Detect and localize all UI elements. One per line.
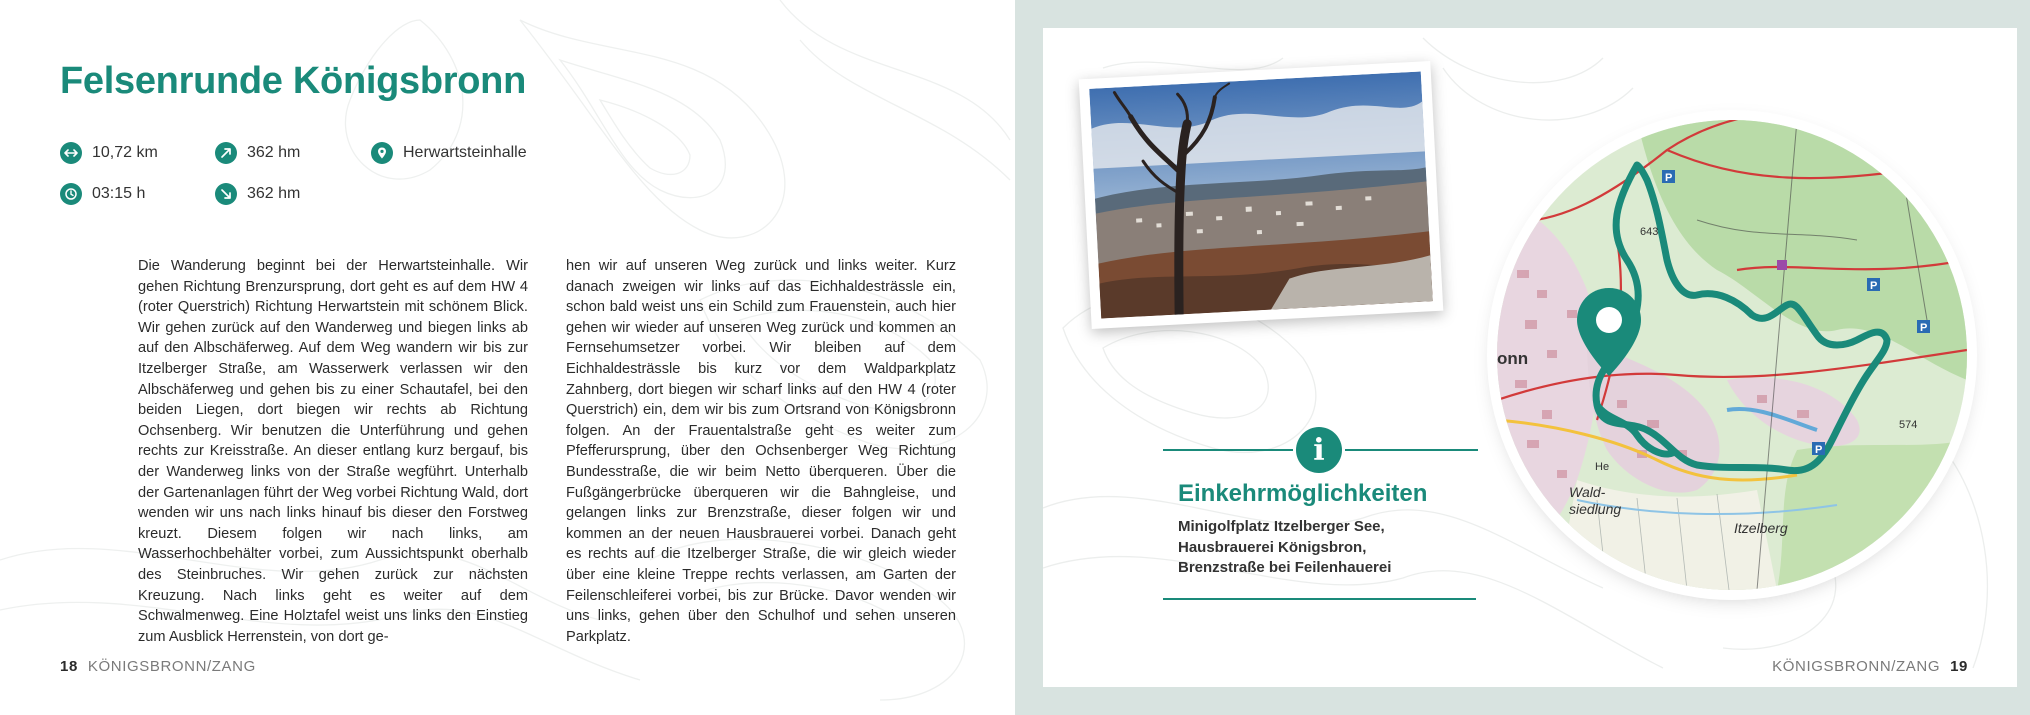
stat-duration-value: 03:15 h [92,185,146,202]
landscape-photo-image [1089,71,1433,318]
svg-text:P: P [1665,172,1673,184]
map-label-place-1: Wald- [1569,484,1606,500]
svg-text:P: P [1870,280,1878,292]
map-label-height-2: 574 [1899,419,1918,431]
map-label-place-2: Itzelberg [1734,520,1788,536]
stat-ascent-value: 362 hm [247,144,301,161]
info-divider-top-left [1163,449,1293,451]
map-label-town: onn [1497,349,1529,368]
landscape-photo [1079,61,1444,329]
stat-ascent [215,142,300,164]
body-text-column-2: hen wir auf unseren Weg zurück und links weiter. Kurz danach zweigen wir links auf das Eichhaldesträssle ein, schon bald weist uns ein Schild zum Frauenstein, auch hier gehen wir wieder auf unseren Weg zurück und kommen an Fernsehumsetzer vorbei. Wir bleiben auf dem Eichhaldesträssle bis kurz vor dem Waldparkplatz Zahnberg, dort biegen wir scharf links auf den HW 4 (roter Querstrich) ein, dem wir bis zum Ortsrand von Königsbronn folgen. An der Frauentalstraße geht es weiter zum Pfefferursprung, über den Ochsenberger Weg Richtung Bundesstraße, die wir beim Netto überqueren. Über die Fußgängerbrücke überqueren wir die Bahngleise, und gelangen links zur Brenzstraße, dieser folgen wir und kommen an der neuen Hausbrauerei vorbei. Danach geht es rechts auf die Itzelberger Straße, die wir gleich wieder über eine kleine Treppe rechts verlassen, am Garten der Feilenschleiferei vorbei, bis zur Brücke. Davor wenden wir uns links, gehen über den Schulhof und sehen unseren Parkplatz. [566,258,956,645]
stat-distance [60,142,158,164]
page-number-right: 19 [1950,658,1968,675]
location-pin-icon [371,142,393,164]
footer-right-label: KÖNIGSBRONN/ZANG [1772,658,1941,675]
info-text [1178,517,1391,579]
info-line-1: Minigolfplatz Itzelberger See, [1178,518,1385,535]
info-divider-bottom [1163,598,1476,600]
info-line-3: Brenzstraße bei Feilenhauerei [1178,559,1392,576]
descent-icon [215,183,237,205]
info-icon: i [1296,427,1342,473]
stat-start-value: Herwartsteinhalle [403,144,527,161]
svg-text:P: P [1920,322,1928,334]
info-line-2: Hausbrauerei Königsbron, [1178,538,1367,556]
page-number-left: 18 [60,658,78,675]
info-divider-top-right [1345,449,1478,451]
stat-distance-value: 10,72 km [92,144,158,161]
info-title: Einkehrmöglichkeiten [1178,480,1428,507]
page-title: Felsenrunde Königsbronn [60,60,527,102]
stat-duration [60,183,145,205]
ascent-icon [215,142,237,164]
route-map [1497,120,1967,590]
stat-descent-value: 362 hm [247,185,301,202]
footer-right [1772,658,1968,675]
map-label-height-1: 643 [1640,226,1659,238]
stat-start [371,142,527,164]
map-label-place-3: He [1595,461,1610,473]
footer-left-label: KÖNIGSBRONN/ZANG [87,658,256,675]
clock-icon [60,183,82,205]
map-label-place-1b: siedlung [1569,501,1622,517]
body-text-column-1: Die Wanderung beginnt bei der Herwartsteinhalle. Wir gehen Richtung Brenzursprung, dort geht es auf dem HW 4 (roter Querstrich) Richtung Herwartstein mit schönem Blick. Wir gehen zurück auf den Wanderweg und biegen links ab auf den Albschäferweg. Auf dem Weg wandern wir bis zur Itzelberger Straße, am Wasserwerk verlassen wir den Albschäferweg und gehen bis zu einer Schautafel, bei den beiden Liegen, dort biegen wir rechts ab Richtung Ochsenberg. Wir benutzen die Unterführung und gehen rechts zur Kreisstraße. An dieser entlang kurz bergauf, bis der Wanderweg links von der Straße wegführt. Unterhalb der Gartenanlagen führt der Weg vorbei Richtung Wald, dort wenden wir uns nach links hinauf bis dieser den Forstweg kreuzt. Diesem folgen wir nach links, am Wasserhochbehälter vorbei, zum Aussichtspunkt oberhalb des Steinbruches. Wir gehen zurück zur nächsten Kreuzung. Nach links geht es weiter auf dem Schwalmenweg. Eine Holztafel weist uns links den Einstieg zum Ausblick Herrenstein, von dort ge- [138,258,528,645]
route-map-image [1497,120,1967,590]
distance-arrows-icon [60,142,82,164]
svg-text:P: P [1815,444,1823,456]
stat-descent [215,183,300,205]
footer-left [60,658,256,675]
